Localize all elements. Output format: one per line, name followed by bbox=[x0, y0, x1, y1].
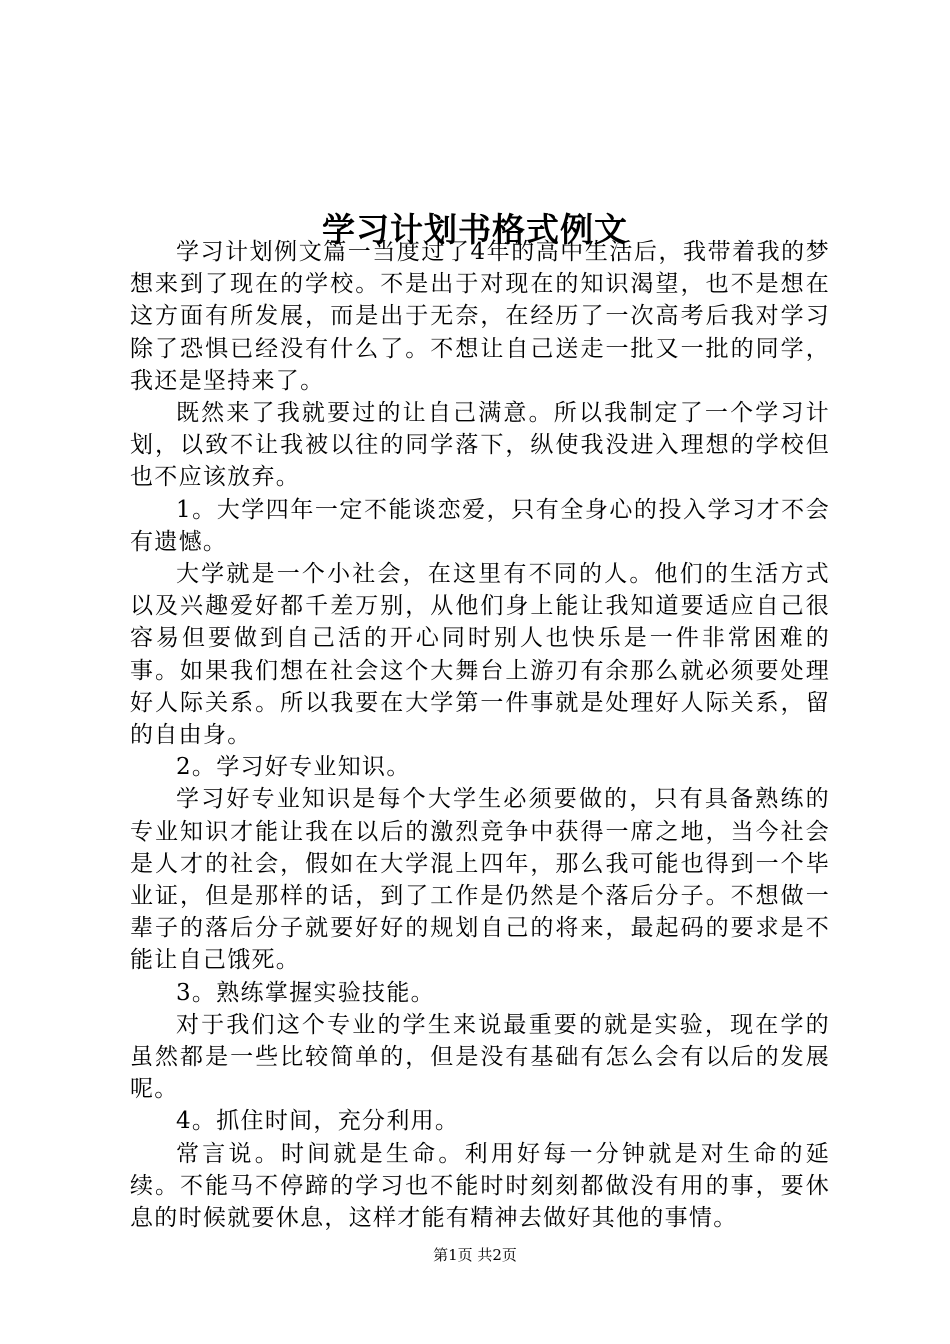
paragraph: 学习好专业知识是每个大学生必须要做的，只有具备熟练的专业知识才能让我在以后的激烈竞争中获得一席之地，当今社会是人才的社会，假如在大学混上四年，那么我可能也得到一个毕业证，但是那样的话，到了工作是仍然是个落后分子。不想做一辈子的落后分子就要好好的规划自己的将来，最起码的要求是不能让自己饿死。 bbox=[130, 786, 830, 974]
document-body bbox=[130, 236, 830, 1234]
page-number-footer: 第1页 共2页 bbox=[433, 1246, 517, 1264]
paragraph: 既然来了我就要过的让自己满意。所以我制定了一个学习计划，以致不让我被以往的同学落下，纵使我没进入理想的学校但也不应该放弃。 bbox=[130, 400, 830, 491]
paragraph: 学习计划例文篇一当度过了4年的高中生活后，我带着我的梦想来到了现在的学校。不是出于对现在的知识渴望，也不是想在这方面有所发展，而是出于无奈，在经历了一次高考后我对学习除了恐惧已经没有什么了。不想让自己送走一批又一批的同学，我还是坚持来了。 bbox=[130, 239, 830, 394]
numbered-heading: 2。学习好专业知识。 bbox=[176, 754, 411, 781]
paragraph: 大学就是一个小社会，在这里有不同的人。他们的生活方式以及兴趣爱好都千差万别，从他们身上能让我知道要适应自己很容易但要做到自己活的开心同时别人也快乐是一件非常困难的事。如果我们想在社会这个大舞台上游刃有余那么就必须要处理好人际关系。所以我要在大学第一件事就是处理好人际关系，留的自由身。 bbox=[130, 561, 830, 749]
document-title: 学习计划书格式例文 bbox=[322, 210, 628, 250]
numbered-heading: 4。抓住时间，充分利用。 bbox=[176, 1108, 460, 1135]
numbered-heading: 3。熟练掌握实验技能。 bbox=[176, 979, 435, 1006]
paragraph: 对于我们这个专业的学生来说最重要的就是实验，现在学的虽然都是一些比较简单的，但是没有基础有怎么会有以后的发展呢。 bbox=[130, 1011, 830, 1103]
paragraph: 常言说。时间就是生命。利用好每一分钟就是对生命的延续。不能马不停蹄的学习也不能时时刻刻都做没有用的事，要休息的时候就要休息，这样才能有精神去做好其他的事情。 bbox=[130, 1140, 830, 1232]
numbered-heading: 1。大学四年一定不能谈恋爱，只有全身心的投入学习才不会有遗憾。 bbox=[130, 496, 830, 555]
